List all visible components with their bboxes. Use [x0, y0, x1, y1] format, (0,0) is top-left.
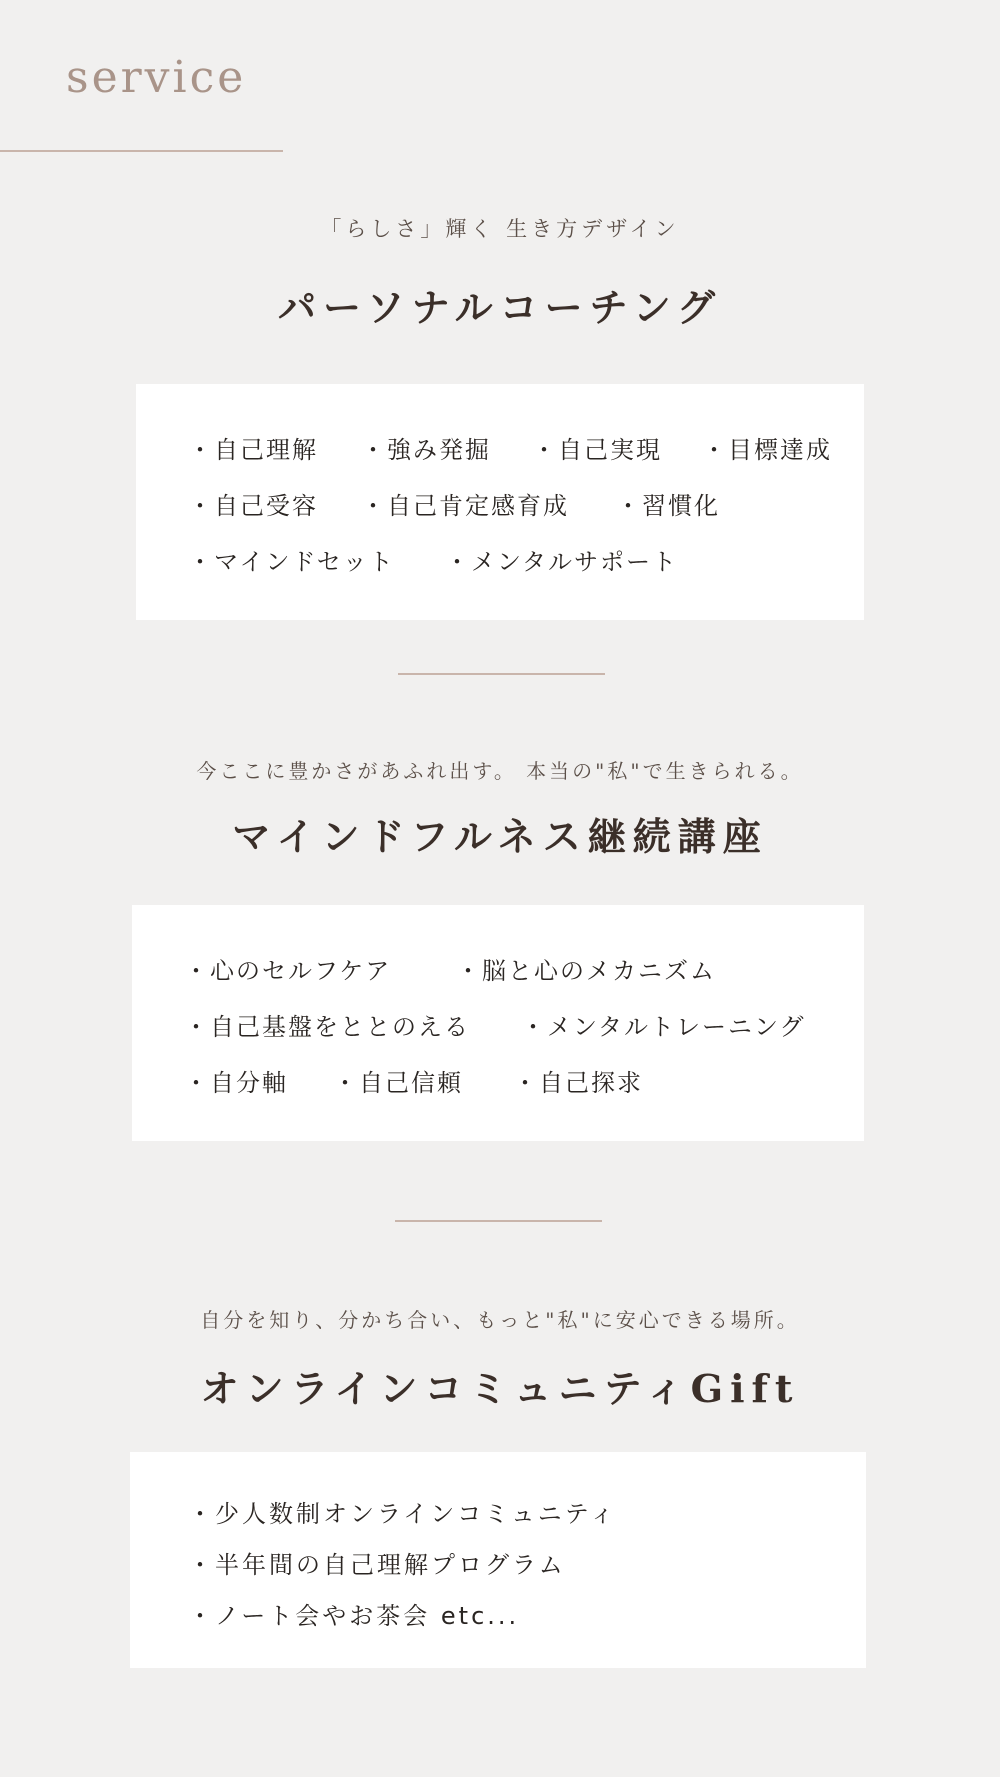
feature-item: ・マインドセット	[188, 548, 395, 576]
section-divider	[398, 673, 605, 675]
section-divider	[395, 1220, 602, 1222]
feature-item: ・自己基盤をととのえる	[184, 1013, 470, 1041]
feature-item: ・自己受容	[188, 492, 318, 520]
feature-item: ・自己肯定感育成	[361, 492, 569, 520]
feature-row	[188, 1596, 519, 1631]
feature-row	[188, 430, 832, 465]
section-title: パーソナルコーチング	[278, 285, 722, 330]
feature-item: ・メンタルサポート	[445, 548, 679, 576]
feature-card	[130, 1452, 866, 1668]
feature-item: ・自己信頼	[333, 1069, 463, 1097]
feature-item: ・ノート会やお茶会 etc...	[188, 1602, 520, 1630]
feature-item: ・目標達成	[702, 436, 832, 464]
feature-item: ・半年間の自己理解プログラム	[188, 1551, 566, 1579]
section-tagline: 今ここに豊かさがあふれ出す。 本当の"私"で生きられる。	[196, 759, 804, 783]
feature-row	[184, 1063, 643, 1098]
feature-row	[188, 486, 720, 521]
feature-row	[184, 951, 716, 986]
feature-item: ・習慣化	[616, 492, 720, 520]
section-tagline: 「らしさ」輝く 生き方デザイン	[320, 217, 680, 241]
title-underline	[0, 150, 283, 152]
feature-card	[132, 905, 864, 1141]
feature-item: ・自己理解	[188, 436, 318, 464]
page-title: service	[66, 52, 247, 103]
feature-item: ・自己探求	[513, 1069, 643, 1097]
feature-item: ・少人数制オンラインコミュニティ	[188, 1500, 617, 1528]
feature-item: ・脳と心のメカニズム	[456, 957, 716, 985]
feature-item: ・心のセルフケア	[184, 957, 392, 985]
section-tagline: 自分を知り、分かち合い、もっと"私"に安心できる場所。	[200, 1308, 800, 1332]
section-title: オンラインコミュニティGift	[200, 1366, 800, 1411]
feature-item: ・自分軸	[184, 1069, 288, 1097]
feature-row	[188, 542, 678, 577]
feature-item: ・強み発掘	[361, 436, 491, 464]
feature-row	[188, 1545, 566, 1580]
feature-item: ・メンタルトレーニング	[521, 1013, 806, 1041]
feature-row	[184, 1007, 806, 1042]
feature-item: ・自己実現	[532, 436, 662, 464]
section-title: マインドフルネス継続講座	[232, 814, 768, 859]
feature-card	[136, 384, 864, 620]
feature-row	[188, 1494, 617, 1529]
